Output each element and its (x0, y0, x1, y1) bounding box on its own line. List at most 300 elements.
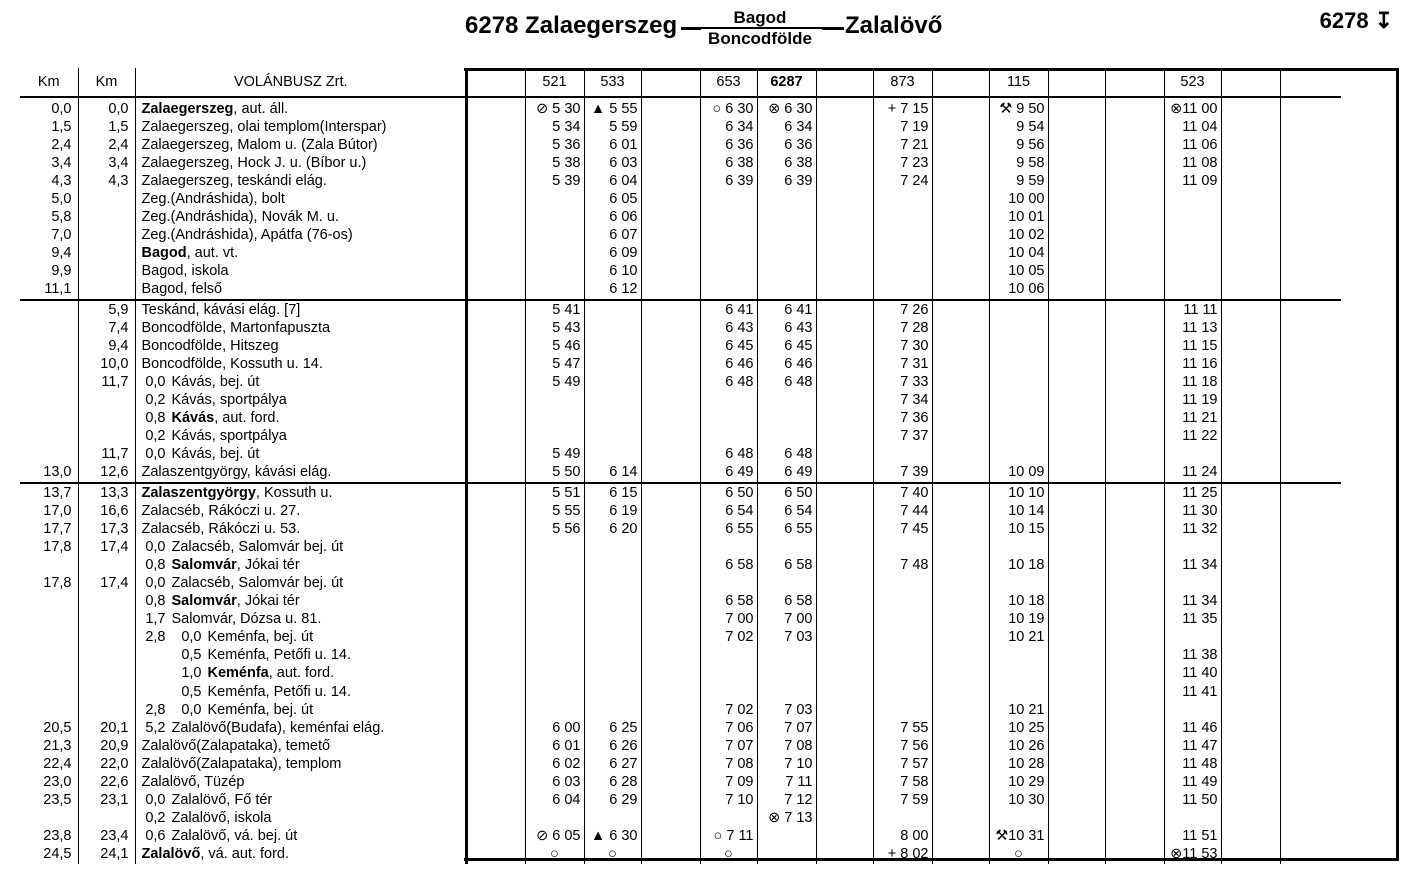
departure-time (1221, 538, 1280, 556)
trip-header (932, 68, 989, 97)
departure-time (466, 245, 525, 263)
departure-time (932, 209, 989, 227)
km-branch: 0,2 (145, 428, 166, 445)
departure-time (932, 300, 989, 319)
departure-time: 11 06 (1164, 136, 1221, 154)
departure-time: 11 24 (1164, 464, 1221, 483)
km-branch: 0,2 (145, 392, 166, 409)
stop-row (20, 373, 1341, 391)
departure-time (932, 810, 989, 828)
departure-time (1105, 773, 1164, 791)
stop-name (135, 428, 446, 446)
departure-time (1105, 245, 1164, 263)
trip-header: 653 (700, 68, 757, 97)
departure-time (466, 665, 525, 683)
departure-time: 6 26 (584, 737, 641, 755)
departure-time (1280, 719, 1341, 737)
stop-name-text: Keménfa, bej. út (207, 629, 314, 646)
stop-name-text: Bagod (141, 245, 187, 262)
stop-name (135, 281, 446, 300)
departure-time (466, 446, 525, 464)
km-value-2: 7,4 (78, 319, 135, 337)
stop-name-text: Kávás, bej. út (171, 446, 260, 463)
km-value-2: 11,7 (78, 446, 135, 464)
km-value (20, 428, 78, 446)
departure-time (816, 629, 873, 647)
direction-marker (446, 410, 466, 428)
stop-name-text: Zalalövő(Zalapataka), temető (141, 737, 331, 754)
departure-time (525, 190, 584, 208)
direction-marker (446, 373, 466, 391)
stop-name-text: Bagod, felső (141, 281, 223, 298)
title-via (698, 8, 822, 48)
departure-time: 6 48 (700, 446, 757, 464)
departure-time: 5 56 (525, 520, 584, 538)
km-branch-2: 0,5 (181, 647, 202, 664)
direction-marker (446, 464, 466, 483)
stop-name-text: Kávás, sportpálya (171, 428, 287, 445)
departure-time (816, 263, 873, 281)
departure-time (1221, 300, 1280, 319)
stop-name-text: Keménfa, Petőfi u. 14. (207, 647, 351, 664)
trip-header (1280, 68, 1341, 97)
departure-time: 10 19 (989, 611, 1048, 629)
departure-time (816, 792, 873, 810)
departure-time (1048, 611, 1105, 629)
departure-time: 6 09 (584, 245, 641, 263)
departure-time: 5 55 (525, 502, 584, 520)
departure-time (700, 209, 757, 227)
departure-time: 10 09 (989, 464, 1048, 483)
stop-name (135, 538, 446, 556)
departure-time (1221, 629, 1280, 647)
departure-time (1280, 701, 1341, 719)
departure-time (816, 520, 873, 538)
departure-time (757, 428, 816, 446)
departure-time (932, 97, 989, 118)
departure-time (1280, 483, 1341, 502)
departure-time (989, 355, 1048, 373)
departure-time (932, 611, 989, 629)
departure-time (1280, 629, 1341, 647)
km-value (20, 629, 78, 647)
departure-time (1048, 190, 1105, 208)
departure-time: 6 55 (757, 520, 816, 538)
stop-name (135, 846, 446, 864)
departure-time (989, 446, 1048, 464)
departure-time: 10 02 (989, 227, 1048, 245)
departure-time (1221, 281, 1280, 300)
departure-time: 11 30 (1164, 502, 1221, 520)
trip-header: 6287 (757, 68, 816, 97)
departure-time: + 7 15 (873, 97, 932, 118)
stop-row (20, 319, 1341, 337)
departure-time (757, 410, 816, 428)
departure-time: 7 02 (700, 629, 757, 647)
departure-time (641, 683, 700, 701)
departure-time (932, 828, 989, 846)
departure-time: 5 43 (525, 319, 584, 337)
departure-time: 7 39 (873, 464, 932, 483)
departure-time: 11 15 (1164, 337, 1221, 355)
departure-time (1280, 665, 1341, 683)
departure-time (1048, 810, 1105, 828)
departure-time (1280, 319, 1341, 337)
departure-time (1280, 538, 1341, 556)
departure-time: 6 00 (525, 719, 584, 737)
departure-time: ⊗11 00 (1164, 97, 1221, 118)
departure-time (1048, 773, 1105, 791)
departure-time (466, 629, 525, 647)
stop-name (135, 319, 446, 337)
departure-time (1048, 245, 1105, 263)
direction-marker (446, 828, 466, 846)
departure-time (932, 574, 989, 592)
stop-row (20, 502, 1341, 520)
km-value-2 (78, 190, 135, 208)
departure-time (1105, 97, 1164, 118)
stop-row (20, 701, 1341, 719)
stop-name (135, 190, 446, 208)
km-value: 5,0 (20, 190, 78, 208)
stop-row (20, 556, 1341, 574)
departure-time (757, 190, 816, 208)
departure-time (932, 281, 989, 300)
departure-time (1048, 683, 1105, 701)
departure-time (1221, 410, 1280, 428)
departure-time (1280, 245, 1341, 263)
km-value-2 (78, 683, 135, 701)
departure-time: 5 50 (525, 464, 584, 483)
departure-time (1164, 263, 1221, 281)
km-value: 17,0 (20, 502, 78, 520)
departure-time (466, 337, 525, 355)
departure-time (641, 719, 700, 737)
departure-time (1105, 719, 1164, 737)
departure-time (1105, 683, 1164, 701)
stop-name-text: Zalacséb, Rákóczi u. 27. (141, 502, 301, 519)
departure-time (1105, 300, 1164, 319)
km-value-2: 10,0 (78, 355, 135, 373)
departure-time (989, 300, 1048, 319)
departure-time (932, 392, 989, 410)
direction-marker (446, 683, 466, 701)
direction-marker (446, 172, 466, 190)
departure-time (584, 446, 641, 464)
departure-time (1221, 355, 1280, 373)
departure-time: ○ (525, 846, 584, 864)
direction-icon: ↧ (1374, 8, 1393, 33)
departure-time (1105, 593, 1164, 611)
departure-time (816, 446, 873, 464)
departure-time (641, 828, 700, 846)
departure-time: 5 51 (525, 483, 584, 502)
departure-time (641, 410, 700, 428)
stop-row (20, 392, 1341, 410)
departure-time (816, 392, 873, 410)
departure-time (932, 593, 989, 611)
departure-time: 11 49 (1164, 773, 1221, 791)
trip-header (816, 68, 873, 97)
km-value-2 (78, 263, 135, 281)
departure-time (1280, 792, 1341, 810)
departure-time (584, 428, 641, 446)
departure-time (989, 574, 1048, 592)
departure-time (641, 701, 700, 719)
departure-time (1280, 737, 1341, 755)
departure-time: 6 39 (700, 172, 757, 190)
departure-time (816, 281, 873, 300)
departure-time (466, 719, 525, 737)
departure-time (1280, 118, 1341, 136)
departure-time: 6 03 (584, 154, 641, 172)
departure-time (641, 502, 700, 520)
departure-time: 6 15 (584, 483, 641, 502)
departure-time (816, 319, 873, 337)
departure-time (584, 337, 641, 355)
km-value: 17,7 (20, 520, 78, 538)
km-value: 23,8 (20, 828, 78, 846)
departure-time (989, 392, 1048, 410)
departure-time: 6 34 (757, 118, 816, 136)
departure-time (816, 574, 873, 592)
departure-time: 7 10 (700, 792, 757, 810)
departure-time (1105, 502, 1164, 520)
departure-time (466, 355, 525, 373)
departure-time: 11 04 (1164, 118, 1221, 136)
stop-name-text: Bagod, iskola (141, 263, 229, 280)
departure-time (1221, 319, 1280, 337)
trip-header: 521 (525, 68, 584, 97)
stop-row (20, 300, 1341, 319)
stop-name-text: Salomvár, Dózsa u. 81. (171, 611, 322, 628)
km-value: 22,4 (20, 755, 78, 773)
departure-time (1105, 574, 1164, 592)
km-value: 0,0 (20, 97, 78, 118)
stop-name (135, 755, 446, 773)
departure-time (1280, 190, 1341, 208)
departure-time: 6 43 (757, 319, 816, 337)
departure-time: 7 23 (873, 154, 932, 172)
departure-time: 11 25 (1164, 483, 1221, 502)
stop-name-suffix: , aut. áll. (233, 100, 289, 117)
departure-time: 11 21 (1164, 410, 1221, 428)
departure-time (816, 719, 873, 737)
departure-time (816, 118, 873, 136)
departure-time (1048, 227, 1105, 245)
km-value-2: 20,9 (78, 737, 135, 755)
direction-marker (446, 792, 466, 810)
departure-time (1105, 792, 1164, 810)
departure-time (641, 464, 700, 483)
departure-time: 5 38 (525, 154, 584, 172)
departure-time (525, 245, 584, 263)
departure-time: 6 46 (757, 355, 816, 373)
stop-row (20, 464, 1341, 483)
departure-time (641, 428, 700, 446)
direction-marker (446, 300, 466, 319)
departure-time: 6 36 (757, 136, 816, 154)
departure-time (1105, 118, 1164, 136)
departure-time (584, 574, 641, 592)
departure-time (466, 737, 525, 755)
departure-time (1048, 593, 1105, 611)
direction-marker (446, 611, 466, 629)
departure-time: 11 50 (1164, 792, 1221, 810)
departure-time (989, 373, 1048, 391)
stop-row (20, 190, 1341, 208)
departure-time (1221, 245, 1280, 263)
stop-name (135, 392, 446, 410)
departure-time (1105, 737, 1164, 755)
departure-time (1221, 647, 1280, 665)
departure-time (757, 665, 816, 683)
departure-time (816, 428, 873, 446)
stop-row (20, 263, 1341, 281)
departure-time: 6 05 (584, 190, 641, 208)
departure-time (466, 97, 525, 118)
departure-time: 8 00 (873, 828, 932, 846)
operator-header: VOLÁNBUSZ Zrt. (135, 68, 446, 97)
departure-time (757, 227, 816, 245)
km-value-2: 16,6 (78, 502, 135, 520)
departure-time (1105, 846, 1164, 864)
departure-time: 9 59 (989, 172, 1048, 190)
title-dash-2 (822, 8, 844, 48)
stop-name-text: Kávás (171, 410, 215, 427)
direction-marker (446, 755, 466, 773)
departure-time: 7 40 (873, 483, 932, 502)
direction-marker (446, 483, 466, 502)
departure-time: 6 06 (584, 209, 641, 227)
departure-time (816, 209, 873, 227)
direction-marker (446, 538, 466, 556)
km-value (20, 556, 78, 574)
direction-marker (446, 737, 466, 755)
via-top: Bagod (698, 8, 822, 29)
km-value (20, 683, 78, 701)
departure-time (1221, 683, 1280, 701)
stop-name-text: Zalaegerszeg, Hock J. u. (Bíbor u.) (141, 154, 367, 171)
stop-name-text: Zalalövő(Budafa), keménfai elág. (171, 719, 385, 736)
km-value-2 (78, 647, 135, 665)
departure-time: 6 25 (584, 719, 641, 737)
departure-time: 11 48 (1164, 755, 1221, 773)
departure-time (1221, 773, 1280, 791)
departure-time: 7 00 (757, 611, 816, 629)
km-value-2 (78, 611, 135, 629)
departure-time: 10 21 (989, 629, 1048, 647)
stop-name (135, 410, 446, 428)
departure-time: 5 46 (525, 337, 584, 355)
departure-time (1280, 593, 1341, 611)
stop-name (135, 574, 446, 592)
departure-time (584, 538, 641, 556)
departure-time (1048, 737, 1105, 755)
departure-time (932, 665, 989, 683)
departure-time (1221, 337, 1280, 355)
departure-time (466, 464, 525, 483)
departure-time (1221, 209, 1280, 227)
stop-name (135, 647, 446, 665)
departure-time: 6 58 (700, 556, 757, 574)
departure-time (932, 737, 989, 755)
departure-time: 10 28 (989, 755, 1048, 773)
departure-time (757, 538, 816, 556)
departure-time: ○ (989, 846, 1048, 864)
departure-time (1221, 737, 1280, 755)
departure-time: 5 39 (525, 172, 584, 190)
departure-time (584, 701, 641, 719)
stop-name-suffix: , Jókai tér (236, 593, 300, 610)
title-from: 6278 Zalaegerszeg (465, 12, 678, 39)
km-value: 9,4 (20, 245, 78, 263)
departure-time: 5 41 (525, 300, 584, 319)
departure-time (816, 410, 873, 428)
departure-time (757, 574, 816, 592)
departure-time (1280, 209, 1341, 227)
departure-time (873, 245, 932, 263)
departure-time (466, 209, 525, 227)
departure-time: 7 45 (873, 520, 932, 538)
departure-time (1164, 810, 1221, 828)
departure-time: ○ (584, 846, 641, 864)
departure-time (641, 665, 700, 683)
departure-time (932, 719, 989, 737)
departure-time (1105, 227, 1164, 245)
departure-time: 7 00 (700, 611, 757, 629)
departure-time: 10 10 (989, 483, 1048, 502)
km-value: 7,0 (20, 227, 78, 245)
departure-time: 6 38 (757, 154, 816, 172)
departure-time (873, 593, 932, 611)
departure-time (466, 828, 525, 846)
departure-time: 6 43 (700, 319, 757, 337)
departure-time (641, 190, 700, 208)
stop-name-text: Boncodfölde, Martonfapuszta (141, 319, 331, 336)
departure-time (1280, 464, 1341, 483)
departure-time: 6 07 (584, 227, 641, 245)
departure-time: 6 04 (525, 792, 584, 810)
departure-time: 6 58 (757, 556, 816, 574)
stop-row (20, 520, 1341, 538)
stop-name (135, 154, 446, 172)
departure-time: 6 54 (757, 502, 816, 520)
departure-time (1105, 520, 1164, 538)
km-value-2 (78, 810, 135, 828)
direction-marker (446, 118, 466, 136)
stop-name (135, 464, 446, 483)
km-value-2 (78, 428, 135, 446)
departure-time (641, 245, 700, 263)
departure-time (641, 773, 700, 791)
departure-time (1048, 556, 1105, 574)
departure-time (641, 337, 700, 355)
departure-time (1048, 502, 1105, 520)
departure-time (1048, 136, 1105, 154)
departure-time (584, 319, 641, 337)
departure-time (1048, 629, 1105, 647)
departure-time: ⊗ 7 13 (757, 810, 816, 828)
stop-name (135, 701, 446, 719)
trip-header: 523 (1164, 68, 1221, 97)
departure-time (641, 483, 700, 502)
stop-name-text: Boncodfölde, Hitszeg (141, 337, 279, 354)
departure-time: 7 24 (873, 172, 932, 190)
departure-time: 6 38 (700, 154, 757, 172)
departure-time: 7 57 (873, 755, 932, 773)
departure-time: 11 09 (1164, 172, 1221, 190)
